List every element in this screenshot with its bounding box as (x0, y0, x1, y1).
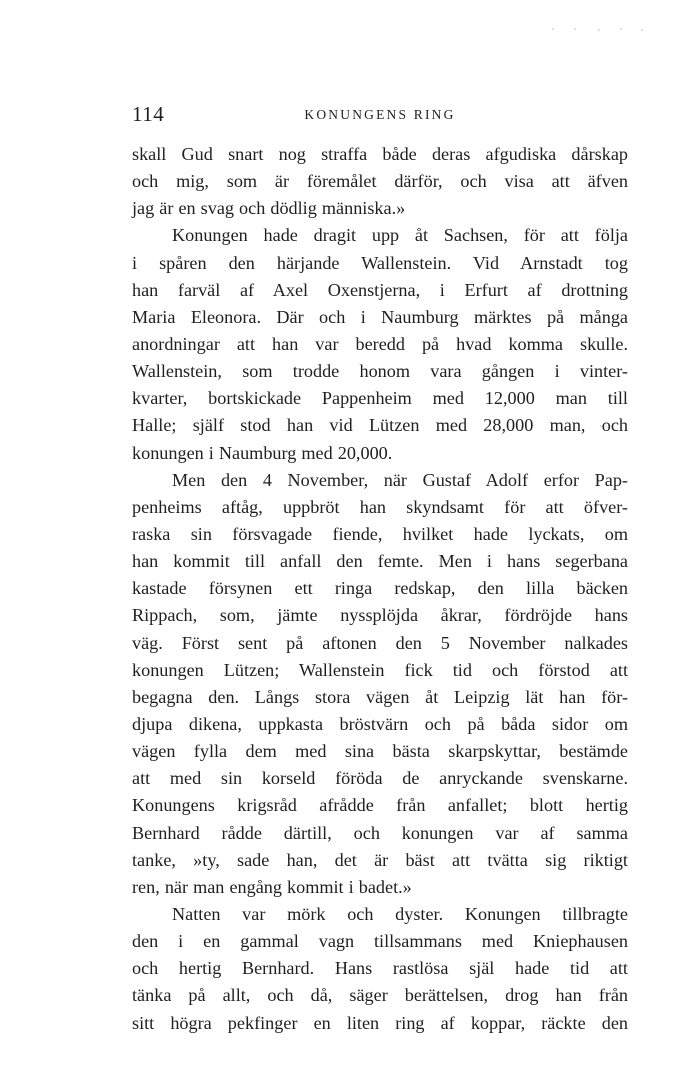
text-line: Wallenstein, som trodde honom vara gången i vinter- (132, 361, 628, 382)
text-line: penheims aftåg, uppbröt han skyndsamt för att öfver- (132, 496, 628, 517)
text-line: konungen Lützen; Wallenstein fick tid och förstod att (132, 659, 628, 680)
text-line: vägen fylla dem med sina bästa skarpskyttar, bestämde (132, 741, 628, 762)
text-line: djupa dikena, uppkasta bröstvärn och på båda sidor om (132, 713, 628, 734)
text-line: skall Gud snart nog straffa både deras afgudiska dårskap (132, 144, 628, 164)
text-line: Konungen hade dragit upp åt Sachsen, för att följa (172, 225, 628, 246)
speck-mark (641, 29, 643, 31)
text-line: Bernhard rådde därtill, och konungen var af samma (132, 822, 628, 843)
text-line: väg. Först sent på aftonen den 5 November nalkades (132, 632, 628, 653)
text-line: sitt högra pekfinger en liten ring af koppar, räckte den (132, 1012, 628, 1033)
text-line: Halle; själf stod han vid Lützen med 28,000 man, och (132, 415, 628, 436)
text-line: han kommit till anfall den femte. Men i hans segerbana (132, 551, 628, 572)
text-line: Konungens krigsråd afrådde från anfallet; blott hertig (132, 795, 628, 816)
text-line: Rippach, som, jämte nyssplöjda åkrar, fördröjde hans (132, 605, 628, 626)
text-line: kvarter, bortskickade Pappenheim med 12,000 man till (132, 388, 628, 409)
text-line: raska sin försvagade fiende, hvilket hade lyckats, om (132, 523, 628, 544)
text-line: att med sin korseld föröda de anryckande svenskarne. (132, 768, 628, 789)
page-number: 114 (132, 102, 165, 126)
text-line: Natten var mörk och dyster. Konungen tillbragte (172, 903, 628, 924)
text-line: och hertig Bernhard. Hans rastlösa själ hade tid att (132, 958, 628, 979)
text-line: jag är en svag och dödlig människa.» (132, 198, 406, 219)
speck-mark (620, 28, 622, 30)
text-line: och mig, som är föremålet därför, och visa att äfven (132, 171, 628, 192)
text-line: Men den 4 November, när Gustaf Adolf erfor Pap- (172, 469, 628, 490)
text-line: begagna den. Långs stora vägen åt Leipzig lät han för- (132, 686, 628, 707)
body-text (132, 141, 628, 1037)
text-line: Maria Eleonora. Där och i Naumburg märktes på många (132, 306, 628, 327)
speck-mark (598, 29, 600, 31)
text-line: tanke, »ty, sade han, det är bäst att tvätta sig riktigt (132, 849, 628, 870)
text-line: konungen i Naumburg med 20,000. (132, 442, 393, 463)
text-line: den i en gammal vagn tillsammans med Kniephausen (132, 931, 628, 952)
text-line: tänka på allt, och då, säger berättelsen, drog han från (132, 985, 628, 1006)
speck-mark (574, 28, 576, 30)
text-line: kastade försynen ett ringa redskap, den lilla bäcken (132, 578, 628, 599)
running-title: KONUNGENS RING (304, 107, 456, 122)
page-header (132, 101, 628, 127)
text-line: han farväl af Axel Oxenstjerna, i Erfurt af drottning (132, 279, 628, 300)
text-line: anordningar att han var beredd på hvad komma skulle. (132, 333, 628, 354)
text-line: i spåren den härjande Wallenstein. Vid Arnstadt tog (132, 252, 628, 273)
text-line: ren, när man engång kommit i badet.» (132, 876, 412, 897)
speck-mark (552, 28, 554, 30)
